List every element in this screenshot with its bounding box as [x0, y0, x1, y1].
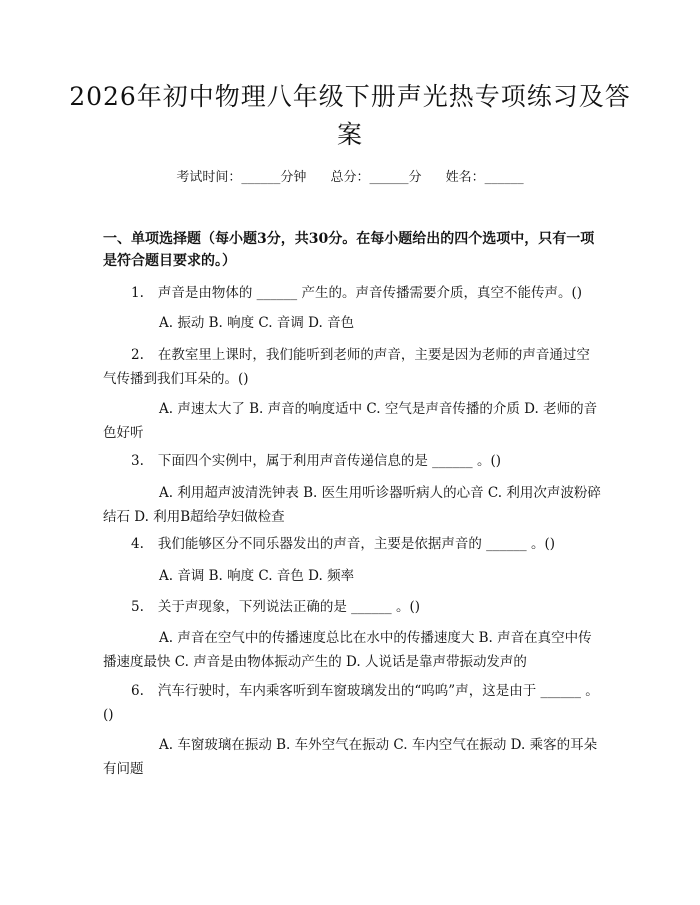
question-1 — [103, 281, 601, 305]
question-2-options: A. 声速太大了 B. 声音的响度适中 C. 空气是声音传播的介质 D. 老师的音色好听 — [103, 401, 598, 441]
question-number: 6. — [131, 683, 144, 699]
exam-total-score: 总分：______分 — [330, 170, 422, 185]
question-6-options: A. 车窗玻璃在振动 B. 车外空气在振动 C. 车内空气在振动 D. 乘客的耳朵有问题 — [103, 737, 598, 777]
question-2 — [103, 343, 601, 391]
question-5 — [103, 595, 601, 619]
question-text: 关于声现象，下列说法正确的是 ______ 。() — [157, 599, 421, 615]
question-text: 汽车行驶时，车内乘客听到车窗玻璃发出的“呜呜”声，这是由于 ______ 。() — [103, 683, 599, 723]
question-6 — [103, 679, 601, 727]
question-number: 1. — [131, 285, 144, 301]
question-number: 4. — [131, 536, 144, 552]
exam-meta — [0, 168, 700, 188]
question-text: 声音是由物体的 ______ 产生的。声音传播需要介质，真空不能传声。() — [157, 285, 583, 301]
exam-time: 考试时间：______分钟 — [176, 170, 307, 185]
question-3-options: A. 利用超声波清洗钟表 B. 医生用听诊器听病人的心音 C. 利用次声波粉碎结石 D. 利用B超给孕妇做检查 — [103, 485, 601, 525]
document-title: 2026年初中物理八年级下册声光热专项练习及答案 — [69, 82, 631, 149]
question-text: 我们能够区分不同乐器发出的声音，主要是依据声音的 ______ 。() — [157, 536, 556, 552]
question-number: 3. — [131, 453, 144, 469]
question-text: 在教室里上课时，我们能听到老师的声音，主要是因为老师的声音通过空气传播到我们耳朵的。() — [103, 347, 590, 387]
question-number: 2. — [131, 347, 144, 363]
question-text: 下面四个实例中，属于利用声音传递信息的是 ______ 。() — [157, 453, 502, 469]
question-4 — [103, 532, 601, 556]
question-number: 5. — [131, 599, 144, 615]
question-3 — [103, 449, 601, 473]
question-1-options: A. 振动 B. 响度 C. 音调 D. 音色 — [159, 315, 355, 331]
question-4-options: A. 音调 B. 响度 C. 音色 D. 频率 — [159, 568, 355, 584]
exam-name: 姓名：______ — [445, 170, 524, 185]
section-heading: 一、单项选择题（每小题3分，共30分。在每小题给出的四个选项中，只有一项是符合题目要求的。） — [103, 231, 595, 269]
question-5-options: A. 声音在空气中的传播速度总比在水中的传播速度大 B. 声音在真空中传播速度最快 C. 声音是由物体振动产生的 D. 人说话是靠声带振动发声的 — [103, 630, 592, 670]
